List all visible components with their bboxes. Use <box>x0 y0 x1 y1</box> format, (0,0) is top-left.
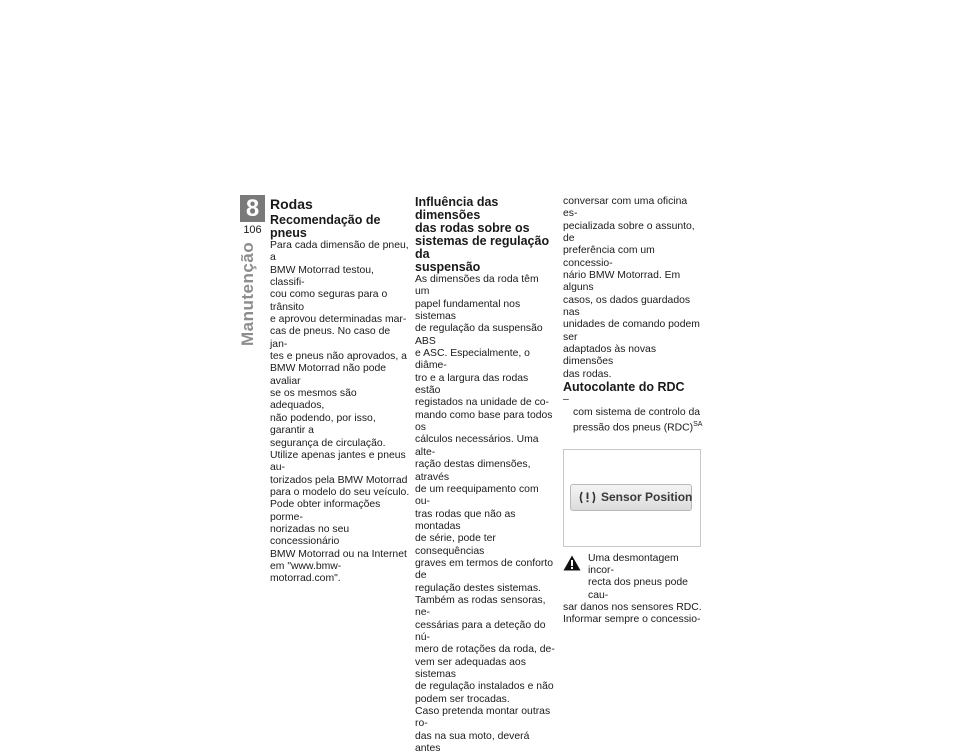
list-dash: – <box>563 394 569 406</box>
sensor-position-label: Sensor Position <box>601 489 693 504</box>
paragraph: Utilize apenas jantes e pneus au- torizados pela BMW Motorrad para o modelo do seu veículo. <box>270 449 410 498</box>
tire-pressure-warning-icon <box>579 490 596 505</box>
column-3 <box>563 196 703 627</box>
chapter-number: 8 <box>240 195 265 222</box>
subsection-title: Autocolante do RDC <box>563 380 685 395</box>
paragraph: As dimensões da roda têm um papel fundamental nos sistemas de regulação da suspensão ABS e ASC. Especialmente, o diâme- tro e a largura das rodas estão registados na unidade de co- mando como base para todos os cálculos necessários. Uma alte- ração destas dimensões, através de um reequipamento com ou- tras rodas que não as montadas de série, pode ter consequências graves em termos de conforto de regulação destes sistemas. <box>415 274 554 594</box>
paragraph: Caso pretenda montar outras ro- das na sua moto, deverá antes <box>415 706 551 755</box>
section-title: Rodas <box>270 196 313 212</box>
subsection-title: Recomendação de pneus <box>270 213 381 240</box>
paragraph: conversar com uma oficina es- pecializada sobre o assunto, de preferência com um concessio- nário BMW Motorrad. Em alguns casos, os dados guardados nas unidades de comando podem ser adaptados às novas dimensões das rodas. <box>563 196 700 380</box>
page-number: 106 <box>243 224 262 236</box>
paragraph: Para cada dimensão de pneu, a BMW Motorrad testou, classifi- cou como seguras para o trânsito e aprovou determinadas mar- cas de pneus. No caso de jan- tes e pneus não aprovados, a BMW Motorrad não pode avaliar se os mesmos são adequados, não podendo, por isso, garantir a segurança de circulação. <box>270 240 409 449</box>
chapter-side-label: Manutenção <box>238 241 257 346</box>
rdc-sticker-figure <box>563 449 701 547</box>
paragraph: Também as rodas sensoras, ne- cessárias para a deteção do nú- mero de rotações da roda, de- vem ser adequadas aos sistemas de regulação instalados e não podem ser trocadas. <box>415 594 555 705</box>
column-1 <box>270 196 410 586</box>
warning-text: sar danos nos sensores RDC. Informar sempre o concessio- <box>563 602 702 626</box>
sensor-position-sticker <box>570 484 692 511</box>
paragraph: Pode obter informações porme- norizadas no seu concessionário BMW Motorrad ou na Internet em "www.bmw-motorrad.com". <box>270 499 407 585</box>
subsection-title: Influência das dimensões das rodas sobre os sistemas de regulação da suspensão <box>415 195 550 274</box>
warning-note <box>563 553 703 627</box>
list-item-text: com sistema de controlo da pressão dos pneus (RDC) <box>573 406 701 434</box>
list-item <box>563 394 703 435</box>
equipment-code: SA <box>693 420 703 428</box>
warning-triangle-icon <box>563 555 581 571</box>
warning-text: Uma desmontagem incor- recta dos pneus pode cau- <box>588 552 688 601</box>
column-2 <box>415 196 555 755</box>
